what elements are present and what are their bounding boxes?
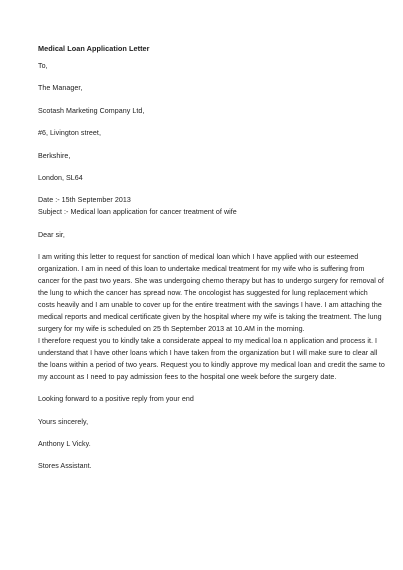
body-line: cancer for the past two years. She was undergoing chemo therapy but has to undergo surgery for removal of [38, 277, 384, 285]
subject-line: Subject :- Medical loan application for cancer treatment of wife [38, 208, 237, 216]
body-line: costs heavily and I am unable to cover up for the entire treatment with the savings I have. I am attaching the [38, 301, 382, 309]
body-line: surgery for my wife is scheduled on 25 th September 2013 at 10.AM in the morning. [38, 325, 305, 333]
closing-line: Looking forward to a positive reply from your end [38, 395, 194, 403]
greeting-line: Dear sir, [38, 231, 65, 239]
signer-name: Anthony L Vicky. [38, 440, 91, 448]
signoff-line: Yours sincerely, [38, 418, 89, 426]
body-line: understand that I have other loans which I have taken from the organization but I will make sure to clear all [38, 349, 378, 357]
body-line: I am writing this letter to request for sanction of medical loan which I have applied with our esteemed [38, 253, 359, 261]
letter-title: Medical Loan Application Letter [38, 44, 150, 53]
body-line: organization. I am in need of this loan to undertake medical treatment for my wife who is suffering from [38, 265, 365, 273]
body-line: medical reports and medical certificate given by the hospital where my wife is taking the treatment. The lung [38, 313, 382, 321]
body-line: my account as I need to pay admission fees to the hospital one week before the surgery date. [38, 373, 337, 381]
date-line: Date :- 15th September 2013 [38, 196, 131, 204]
company-line: Scotash Marketing Company Ltd, [38, 107, 145, 115]
body-line: I therefore request you to kindly take a considerate appeal to my medical loa n application and process it. I [38, 337, 378, 345]
recipient-line: The Manager, [38, 84, 83, 92]
county-line: Berkshire, [38, 152, 71, 160]
city-line: London, SL64 [38, 174, 83, 182]
body-line: the loans within a period of two years. Request you to kindly approve my medical loan and credit the same to [38, 361, 385, 369]
street-line: #6, Livington street, [38, 129, 101, 137]
body-line: the lung to which the cancer has spread now. The oncologist has suggested for lung replacement which [38, 289, 368, 297]
to-line: To, [38, 62, 48, 70]
signer-title: Stores Assistant. [38, 462, 92, 470]
